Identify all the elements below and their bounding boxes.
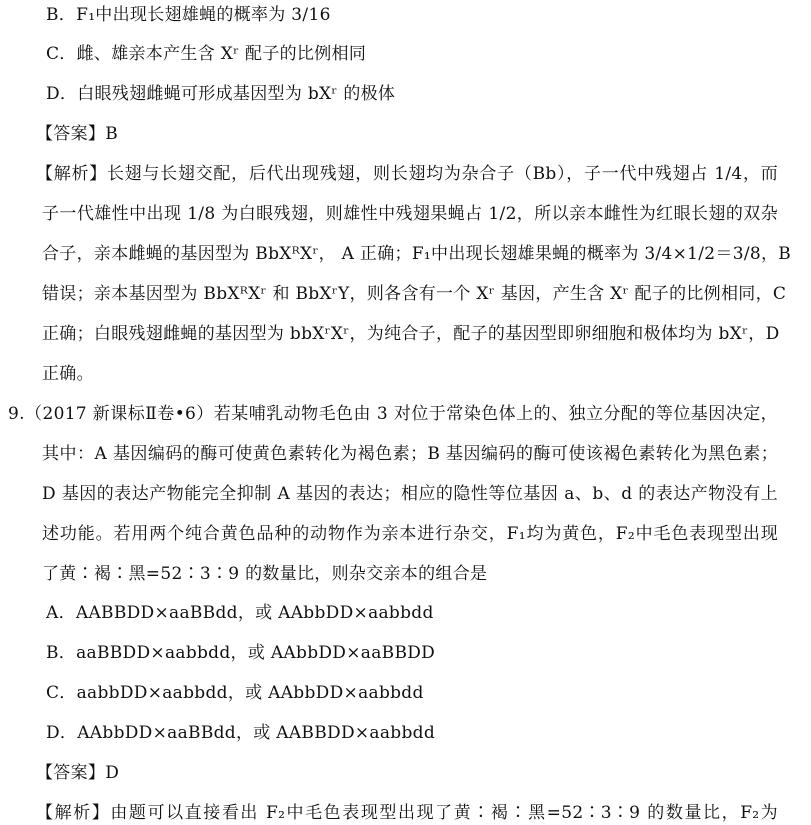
option-d: D．AAbbDD×aaBBdd，或 AABBDD×aabbdd	[46, 723, 436, 743]
option-c-prev: C．雌、雄亲本产生含 Xʳ 配子的比例相同	[46, 44, 367, 64]
analysis-prev-line-1: 【解析】长翅与长翅交配，后代出现残翅，则长翅均为杂合子（Bb），子一代中残翅占 1/4，而	[36, 164, 778, 184]
analysis-prev-line-3: 合子，亲本雌蝇的基因型为 BbXᴿXʳ， A 正确；F₁中出现长翅雄果蝇的概率为 3/4×1/2＝3/8，B	[42, 244, 792, 264]
analysis-prev-line-2: 子一代雄性中出现 1/8 为白眼残翅，则雄性中残翅果蝇占 1/2，所以亲本雌性为红眼长翅的双杂	[42, 204, 778, 224]
question-9-line-3: D 基因的表达产物能完全抑制 A 基因的表达；相应的隐性等位基因 a、b、d 的表达产物没有上	[42, 484, 778, 504]
analysis-prev-line-5: 正确；白眼残翅雌蝇的基因型为 bbXʳXʳ，为纯合子，配子的基因型即卵细胞和极体均为 bXʳ，D	[42, 324, 780, 344]
answer-prev: 【答案】B	[36, 124, 118, 144]
question-9-line-4: 述功能。若用两个纯合黄色品种的动物作为亲本进行杂交，F₁均为黄色，F₂中毛色表现型出现	[42, 524, 778, 544]
analysis-prev-line-4: 错误；亲本基因型为 BbXᴿXʳ 和 BbXʳY，则各含有一个 Xʳ 基因，产生含 Xʳ 配子的比例相同，C	[42, 284, 787, 304]
option-b: B．aaBBDD×aabbdd，或 AAbbDD×aaBBDD	[46, 643, 436, 663]
option-b-prev: B．F₁中出现长翅雄蝇的概率为 3/16	[46, 5, 331, 25]
analysis-line-1: 【解析】由题可以直接看出 F₂中毛色表现型出现了黄∶褐∶黑=52∶3∶9 的数量比，F₂为	[36, 803, 778, 823]
answer: 【答案】D	[36, 763, 120, 783]
option-d-prev: D．白眼残翅雌蝇可形成基因型为 bXʳ 的极体	[46, 84, 396, 104]
question-9-line-1: 9.（2017 新课标Ⅱ卷•6）若某哺乳动物毛色由 3 对位于常染色体上的、独立分配的等位基因决定，	[8, 404, 778, 424]
question-9-line-5: 了黄∶褐∶黑=52∶3∶9 的数量比，则杂交亲本的组合是	[42, 564, 488, 584]
analysis-prev-line-6: 正确。	[42, 364, 94, 384]
option-c: C．aabbDD×aabbdd，或 AAbbDD×aabbdd	[46, 683, 424, 703]
option-a: A．AABBDD×aaBBdd，或 AAbbDD×aabbdd	[46, 603, 434, 623]
question-9-line-2: 其中：A 基因编码的酶可使黄色素转化为褐色素；B 基因编码的酶可使该褐色素转化为黑色素；	[42, 444, 778, 464]
